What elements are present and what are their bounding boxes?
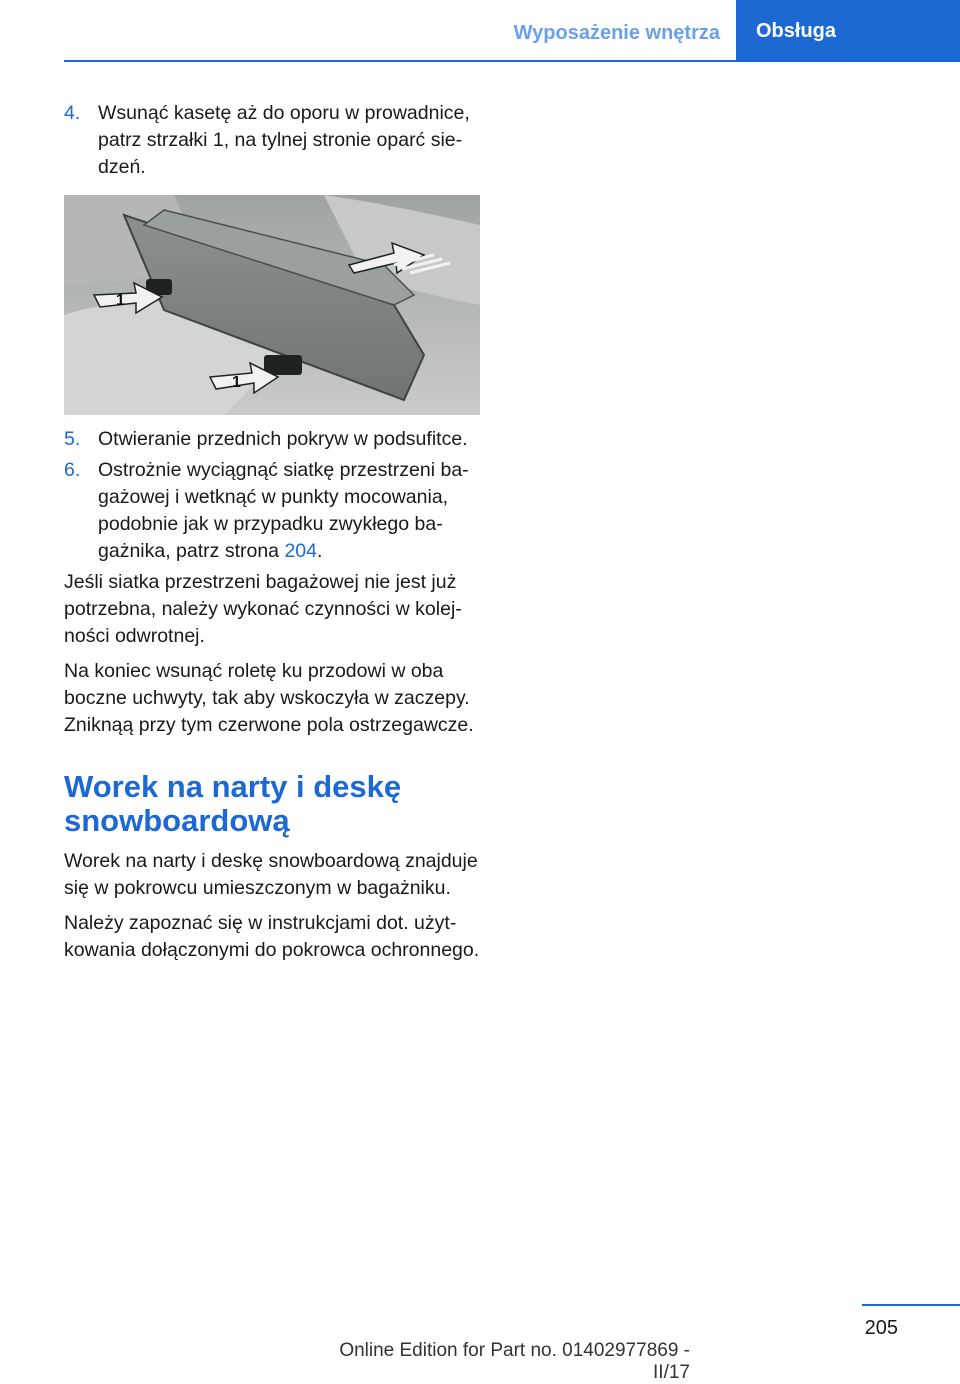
step-5 <box>64 426 482 453</box>
steps-bottom <box>64 426 482 747</box>
mount-right <box>264 355 302 375</box>
illustration-svg <box>64 195 480 415</box>
page-header <box>0 0 960 62</box>
svg-text:1: 1 <box>116 292 125 309</box>
paragraph-roller: Na koniec wsunąć roletę ku przodowi w oba boczne uchwyty, tak aby wskoczyła w zaczepy. Zniknąą przy tym czerwone pola ostrzegawcze. <box>64 660 474 736</box>
ski-bag-section <box>64 848 482 972</box>
step-text-end: . <box>316 540 323 562</box>
paragraph-reverse: Jeśli siatka przestrzeni bagażowej nie jest już potrzebna, należy wykonać czynności w kolejności odwrotnej. <box>64 571 462 647</box>
edition-note: Online Edition for Part no. 01402977869 - II/17 <box>339 1340 690 1383</box>
section-title: Wyposażenie wnętrza <box>513 22 720 44</box>
header-rule <box>64 60 960 62</box>
paragraph-ski-bag: Worek na narty i deskę snowboardową znajduje się w pokrowcu umieszczonym w bagażniku. <box>64 850 478 899</box>
page-number: 205 <box>864 1317 898 1339</box>
step-number: 5. <box>64 428 81 450</box>
step-text: Otwieranie przednich pokryw w podsufitce. <box>98 428 468 450</box>
paragraph-instructions: Należy zapoznać się w instrukcjami dot. użytkowania dołączonymi do pokrowca ochronnego. <box>64 912 480 961</box>
step-text: Wsunąć kasetę aż do oporu w prowadnice, patrz strzałki 1, na tylnej stronie oparć siedzeń. <box>98 102 470 178</box>
steps-top <box>64 100 482 185</box>
cargo-cover-illustration <box>64 195 480 415</box>
step-4 <box>64 100 482 181</box>
page-link[interactable]: 204 <box>284 540 317 562</box>
footer-rule <box>862 1304 960 1306</box>
step-number: 4. <box>64 102 81 124</box>
step-text: Ostrożnie wyciągnąć siatkę przestrzeni bagażowej i wetknąć w punkty mocowania, podobnie jak w przypadku zwykłego bagażnika, patrz strona <box>98 459 469 562</box>
section-heading: Worek na narty i deskę snowboardową <box>64 769 402 838</box>
step-number: 6. <box>64 459 81 481</box>
chapter-tab: Obsługa <box>736 0 960 62</box>
step-6 <box>64 457 482 565</box>
svg-text:1: 1 <box>232 374 241 391</box>
